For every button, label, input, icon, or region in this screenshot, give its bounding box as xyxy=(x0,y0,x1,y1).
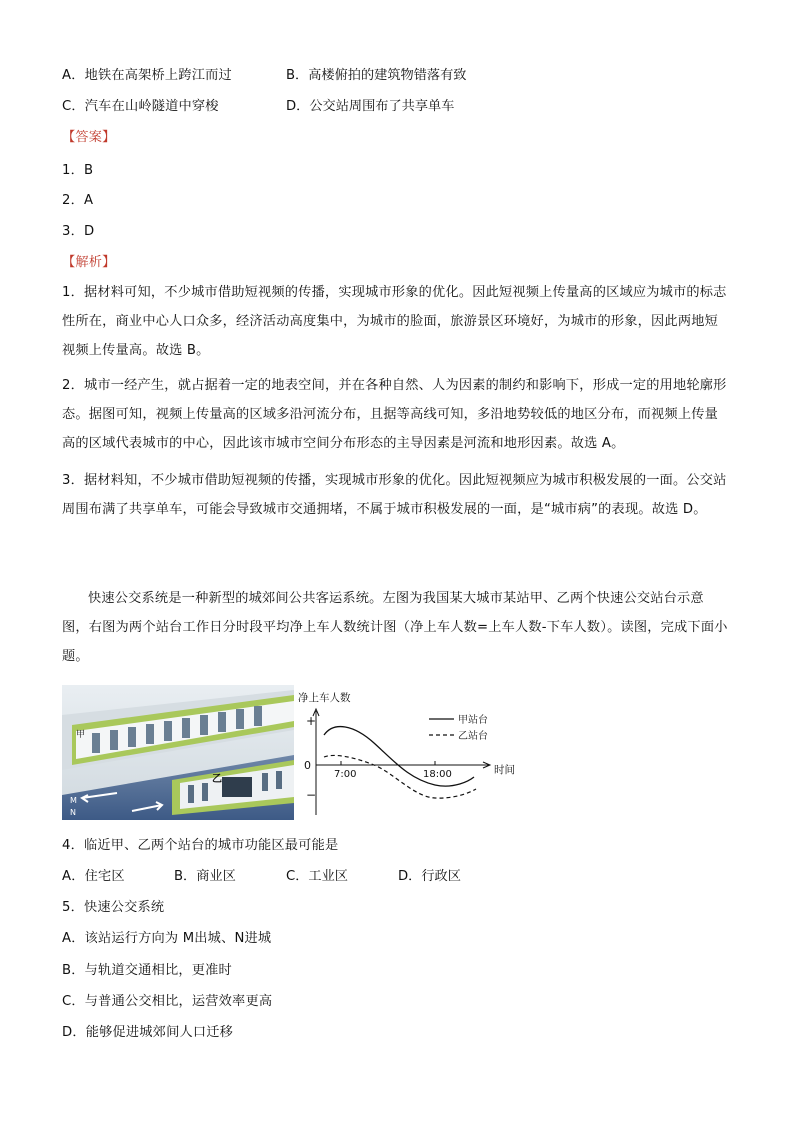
question-intro: 快速公交系统是一种新型的城郊间公共客运系统。左图为我国某大城市某站甲、乙两个快速公交站台示意图，右图为两个站台工作日分时段平均净上车人数统计图（净上车人数=上车人数-下车人数）。读图，完成下面小题。 xyxy=(62,591,728,664)
y-tick-zero: 0 xyxy=(304,759,311,772)
boarding-chart xyxy=(294,685,520,823)
answer-1: 1．B xyxy=(62,163,94,178)
figure xyxy=(62,685,520,823)
x-axis-label: 时间 xyxy=(494,764,515,776)
analysis-1: 1．据材料可知，不少城市借助短视频的传播，实现城市形象的优化。因此短视频上传量高的区域应为城市的标志性所在，商业中心人口众多，经济活动高度集中，为城市的脸面，旅游景区环境好，为城市的形象，因此两地短视频上传量高。故选 B。 xyxy=(62,285,727,358)
label-yi: 乙 xyxy=(212,774,222,785)
q5-option-b: B．与轨道交通相比，更准时 xyxy=(62,963,232,978)
answer-heading: 【答案】 xyxy=(62,130,116,145)
legend-yi: 乙站台 xyxy=(458,731,488,742)
y-axis-label: 净上车人数 xyxy=(298,692,351,704)
legend-jia: 甲站台 xyxy=(458,715,488,726)
label-n: N xyxy=(70,808,76,817)
y-tick-plus: + xyxy=(306,714,317,728)
q4-option-c: C．工业区 xyxy=(286,869,348,884)
analysis-heading: 【解析】 xyxy=(62,255,116,270)
q4-option-d: D．行政区 xyxy=(398,869,461,884)
analysis-2: 2．城市一经产生，就占据着一定的地表空间，并在各种自然、人为因素的制约和影响下，形成一定的用地轮廓形态。据图可知，视频上传量高的区域多沿河流分布，且据等高线可知，多沿地势较低的地区分布，而视频上传量高的区域代表城市的中心，因此该市城市空间分布形态的主导因素是河流和地形因素。故选 A。 xyxy=(62,378,727,451)
x-tick-label-7: 7:00 xyxy=(334,769,357,780)
y-tick-minus: − xyxy=(306,788,317,802)
q4-option-b: B．商业区 xyxy=(174,869,236,884)
option-d-prev: D．公交站周围布了共享单车 xyxy=(286,99,455,114)
option-c-prev: C．汽车在山岭隧道中穿梭 xyxy=(62,99,219,114)
option-b-prev: B．高楼俯拍的建筑物错落有致 xyxy=(286,68,467,83)
answer-2: 2．A xyxy=(62,193,94,208)
analysis-3: 3．据材料知，不少城市借助短视频的传播，实现城市形象的优化。因此短视频应为城市积极发展的一面。公交站周围布满了共享单车，可能会导致城市交通拥堵，不属于城市积极发展的一面，是“城市病”的表现。故选 D。 xyxy=(62,473,727,517)
q5-option-c: C．与普通公交相比，运营效率更高 xyxy=(62,994,273,1009)
q5-stem: 5．快速公交系统 xyxy=(62,900,165,915)
label-m: M xyxy=(70,796,77,805)
bus-station-illustration xyxy=(62,685,294,820)
answer-3: 3．D xyxy=(62,224,95,239)
q5-option-a: A．该站运行方向为 M出城、N进城 xyxy=(62,931,272,946)
label-jia: 甲 xyxy=(76,730,86,740)
x-tick-label-18: 18:00 xyxy=(423,769,452,780)
q5-option-d: D．能够促进城郊间人口迁移 xyxy=(62,1025,234,1040)
q4-stem: 4．临近甲、乙两个站台的城市功能区最可能是 xyxy=(62,838,339,853)
option-a-prev: A．地铁在高架桥上跨江而过 xyxy=(62,68,232,83)
q4-option-a: A．住宅区 xyxy=(62,869,125,884)
